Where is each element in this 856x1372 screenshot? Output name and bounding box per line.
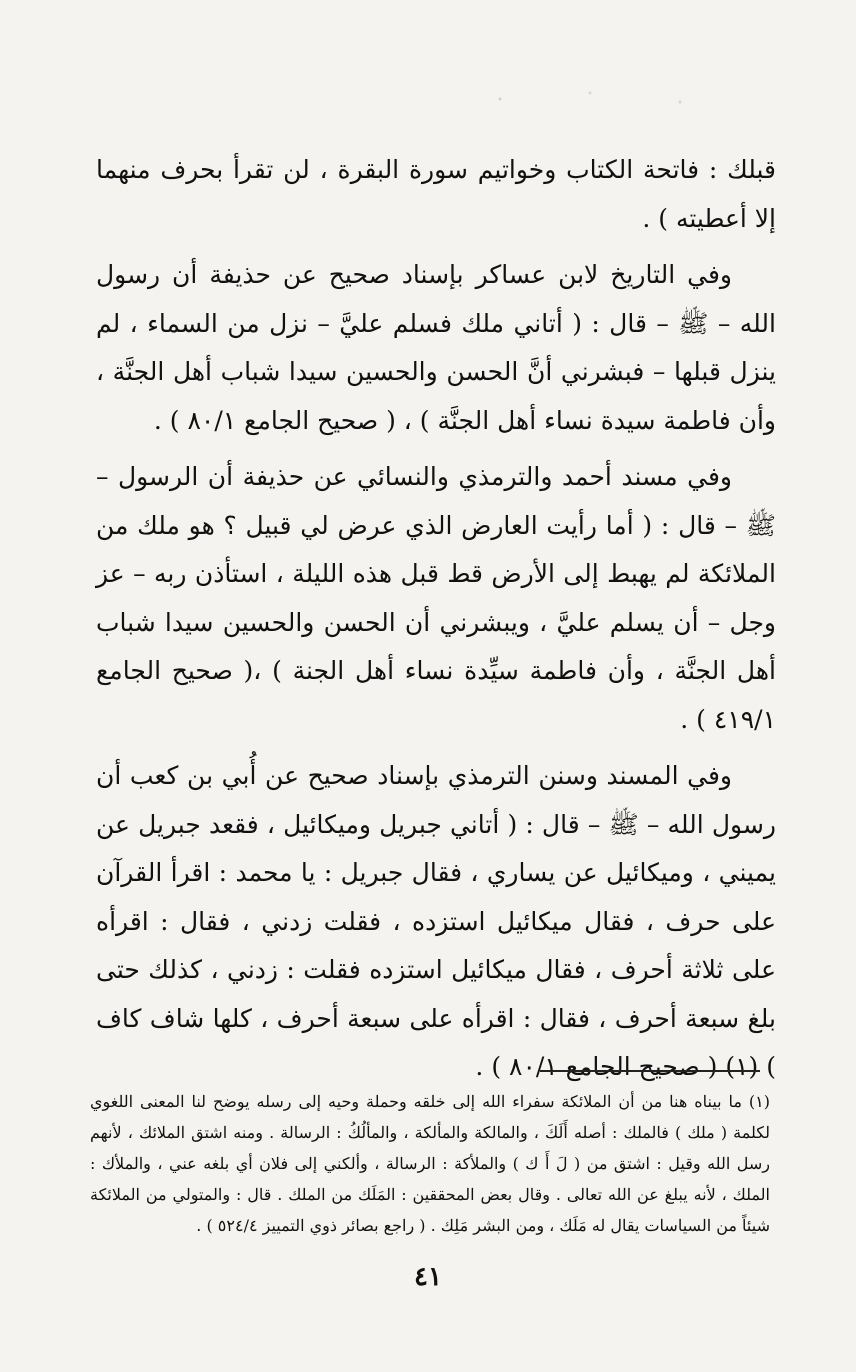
page-number: ٤١ — [414, 1262, 442, 1292]
main-text — [96, 146, 776, 1092]
paragraph-ubayy-ibn-kaab: وفي المسند وسنن الترمذي بإسناد صحيح عن أُبي بن كعب أن رسول الله – ﷺ – قال : ( أتاني جبريل وميكائيل ، فقعد جبريل عن يميني ، وميكائيل عن يساري ، فقال جبريل : يا محمد : اقرأ القرآن على حرف ، فقال ميكائيل استزده ، فقلت زدني ، فقال : اقرأه على ثلاثة أحرف ، فقال ميكائيل استزده فقلت : زدني ، كذلك حتى بلغ سبعة أحرف ، فقال : اقرأه على سبعة أحرف ، كلها شاف كاف ) (١) ( صحيح الجامع ٨٠/١ ) . — [96, 761, 776, 1081]
footnote-1: (١) ما بيناه هنا من أن الملائكة سفراء الله إلى خلقه وحملة وحيه إلى رسله يوضح لنا المعنى اللغوي لكلمة ( ملك ) فالملك : أصله أَلَكَ ، والمالكة والمألكة ، والمألُكُ : الرسالة . ومنه اشتق الملائك ، لأنهم رسل الله وقيل : اشتق من ( لَ أَ ك ) والملأكة : الرسالة ، وألكني إلى فلان أي بلغه عني ، والملأك : الملك ، لأنه يبلغ عن الله تعالى . وقال بعض المحققين : المَلَك من الملك . قال : والمتولي من الملائكة شيئاً من السياسات يقال له مَلَك ، ومن البشر مَلِك . ( راجع بصائر ذوي التمييز ٥٢٤/٤ ) . — [90, 1092, 770, 1235]
paragraph-ibn-asakir: وفي التاريخ لابن عساكر بإسناد صحيح عن حذيفة أن رسول الله – ﷺ – قال : ( أتاني ملك فسلم عليَّ – نزل من السماء ، لم ينزل قبلها – فبشرني أنَّ الحسن والحسين سيدا شباب أهل الجنَّة ، وأن فاطمة سيدة نساء أهل الجنَّة ) ، ( صحيح الجامع ٨٠/١ ) . — [96, 260, 776, 435]
footnotes — [90, 1086, 770, 1241]
paragraph-continuation: قبلك : فاتحة الكتاب وخواتيم سورة البقرة ، لن تقرأ بحرف منهما إلا أعطيته ) . — [96, 155, 776, 233]
paragraph-musnad-ahmad: وفي مسند أحمد والترمذي والنسائي عن حذيفة أن الرسول – ﷺ – قال : ( أما رأيت العارض الذي عرض لي قبيل ؟ هو ملك من الملائكة لم يهبط إلى الأرض قط قبل هذه الليلة ، استأذن ربه – عز وجل – أن يسلم عليَّ ، ويبشرني أن الحسن والحسين سيدا شباب أهل الجنَّة ، وأن فاطمة سيِّدة نساء أهل الجنة ) ،( صحيح الجامع ٤١٩/١ ) . — [96, 462, 776, 734]
footnote-divider — [540, 1070, 760, 1072]
scan-speckle — [470, 84, 770, 114]
